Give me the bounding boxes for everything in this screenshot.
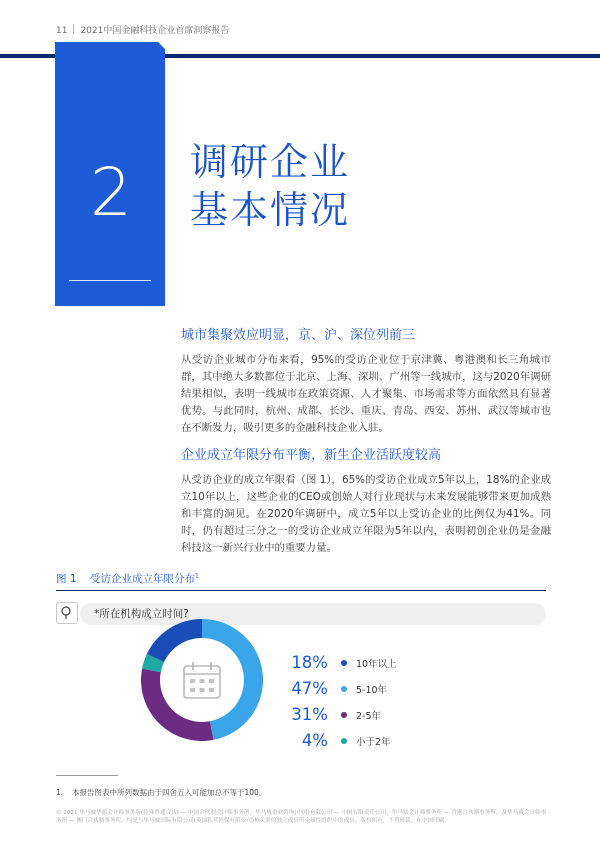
chapter-block-rule: [69, 280, 151, 281]
survey-question: [56, 602, 546, 626]
section-heading: 城市集聚效应明显，京、沪、深位列前三: [181, 328, 416, 343]
legend-dot-icon: [341, 686, 347, 692]
legend-item: [288, 678, 488, 704]
question-search-icon: [56, 602, 78, 624]
header-divider: [73, 24, 74, 34]
legend-label: 10年以上: [356, 659, 397, 670]
legend-item: [288, 730, 488, 756]
copyright-notice: © 2021 毕马威华振会计师事务所(特殊普通合伙) — 中国合伙制会计师事务所，毕马威企业咨询(中国)有限公司 — 中国有限责任公司，毕马威会计师事务所 — 香港合伙制事务所，及毕马威会计师事务所 — 澳门合伙制事务所，均是与毕马威国际有限公司(英国私营担保有限公司)相关联的独立成员所全球性组织中的成员。版权所有，不得转载。在中国印刷。: [56, 810, 547, 824]
figure-footnote-ref: 1: [195, 572, 199, 580]
calendar-icon: [184, 662, 220, 698]
donut-slice-1: [147, 619, 202, 662]
chapter-number-block: [55, 42, 165, 306]
legend-label: 2-5年: [356, 711, 382, 722]
figure-header: [56, 570, 546, 591]
section-city-distribution: [181, 326, 551, 437]
figure-title-text: 受访企业成立年限分布: [90, 573, 195, 585]
page-number: 11: [56, 26, 68, 36]
footnote: [56, 787, 266, 798]
section-founding-years: [181, 446, 551, 557]
donut-chart: [138, 616, 266, 744]
chapter-number: 2: [90, 154, 130, 231]
section-heading: 企业成立年限分布平衡，新生企业活跃度较高: [181, 448, 442, 463]
footnote-rule: [56, 775, 118, 776]
chapter-title-line-1: 调研企业: [190, 140, 351, 184]
footnote-text: 本报告图表中所列数据由于四舍五入可能加总不等于100。: [72, 788, 267, 797]
legend-dot-icon: [341, 712, 347, 718]
legend-item: [288, 704, 488, 730]
legend-label: 小于2年: [356, 737, 391, 748]
legend-percentage: 18%: [291, 653, 328, 672]
question-text: *所在机构成立时间?: [94, 608, 189, 620]
legend-percentage: 4%: [301, 731, 328, 750]
legend-label: 5-10年: [356, 685, 388, 696]
footnote-number: 1.: [56, 788, 64, 797]
document-title: 2021中国金融科技企业首席洞察报告: [80, 26, 230, 36]
chart-legend: [288, 652, 488, 756]
legend-percentage: 47%: [291, 679, 328, 698]
legend-percentage: 31%: [291, 705, 328, 724]
section-body: 从受访企业城市分布来看，95%的受访企业位于京津冀、粤港澳和长三角城市群，其中绝大多数都位于北京、上海、深圳、广州等一线城市，这与2020年调研结果相似，表明一线城市在政策资源、人才聚集、市场需求等方面依然具有显著优势。与此同时，杭州、成都、长沙、重庆、青岛、西安、苏州、武汉等城市也在不断发力，吸引更多的金融科技企业入驻。: [181, 354, 551, 434]
chapter-title: [190, 138, 350, 234]
legend-item: [288, 652, 488, 678]
legend-dot-icon: [341, 660, 347, 666]
header-text: [56, 23, 229, 36]
legend-dot-icon: [341, 738, 347, 744]
section-body: 从受访企业的成立年限看（图 1），65%的受访企业成立5年以上，18%的企业成立10年以上，这些企业的CEO或创始人对行业现状与未来发展能够带来更加成熟和丰富的洞见。在2020年调研中，成立5年以上受访企业的比例仅为41%。同时，仍有超过三分之一的受访企业成立年限为5年以内，表明初创企业仍是金融科技这一新兴行业中的重要力量。: [181, 474, 551, 554]
figure-title: [90, 571, 199, 586]
chapter-title-line-2: 基本情况: [190, 188, 351, 232]
figure-number: 图 1: [56, 573, 77, 585]
